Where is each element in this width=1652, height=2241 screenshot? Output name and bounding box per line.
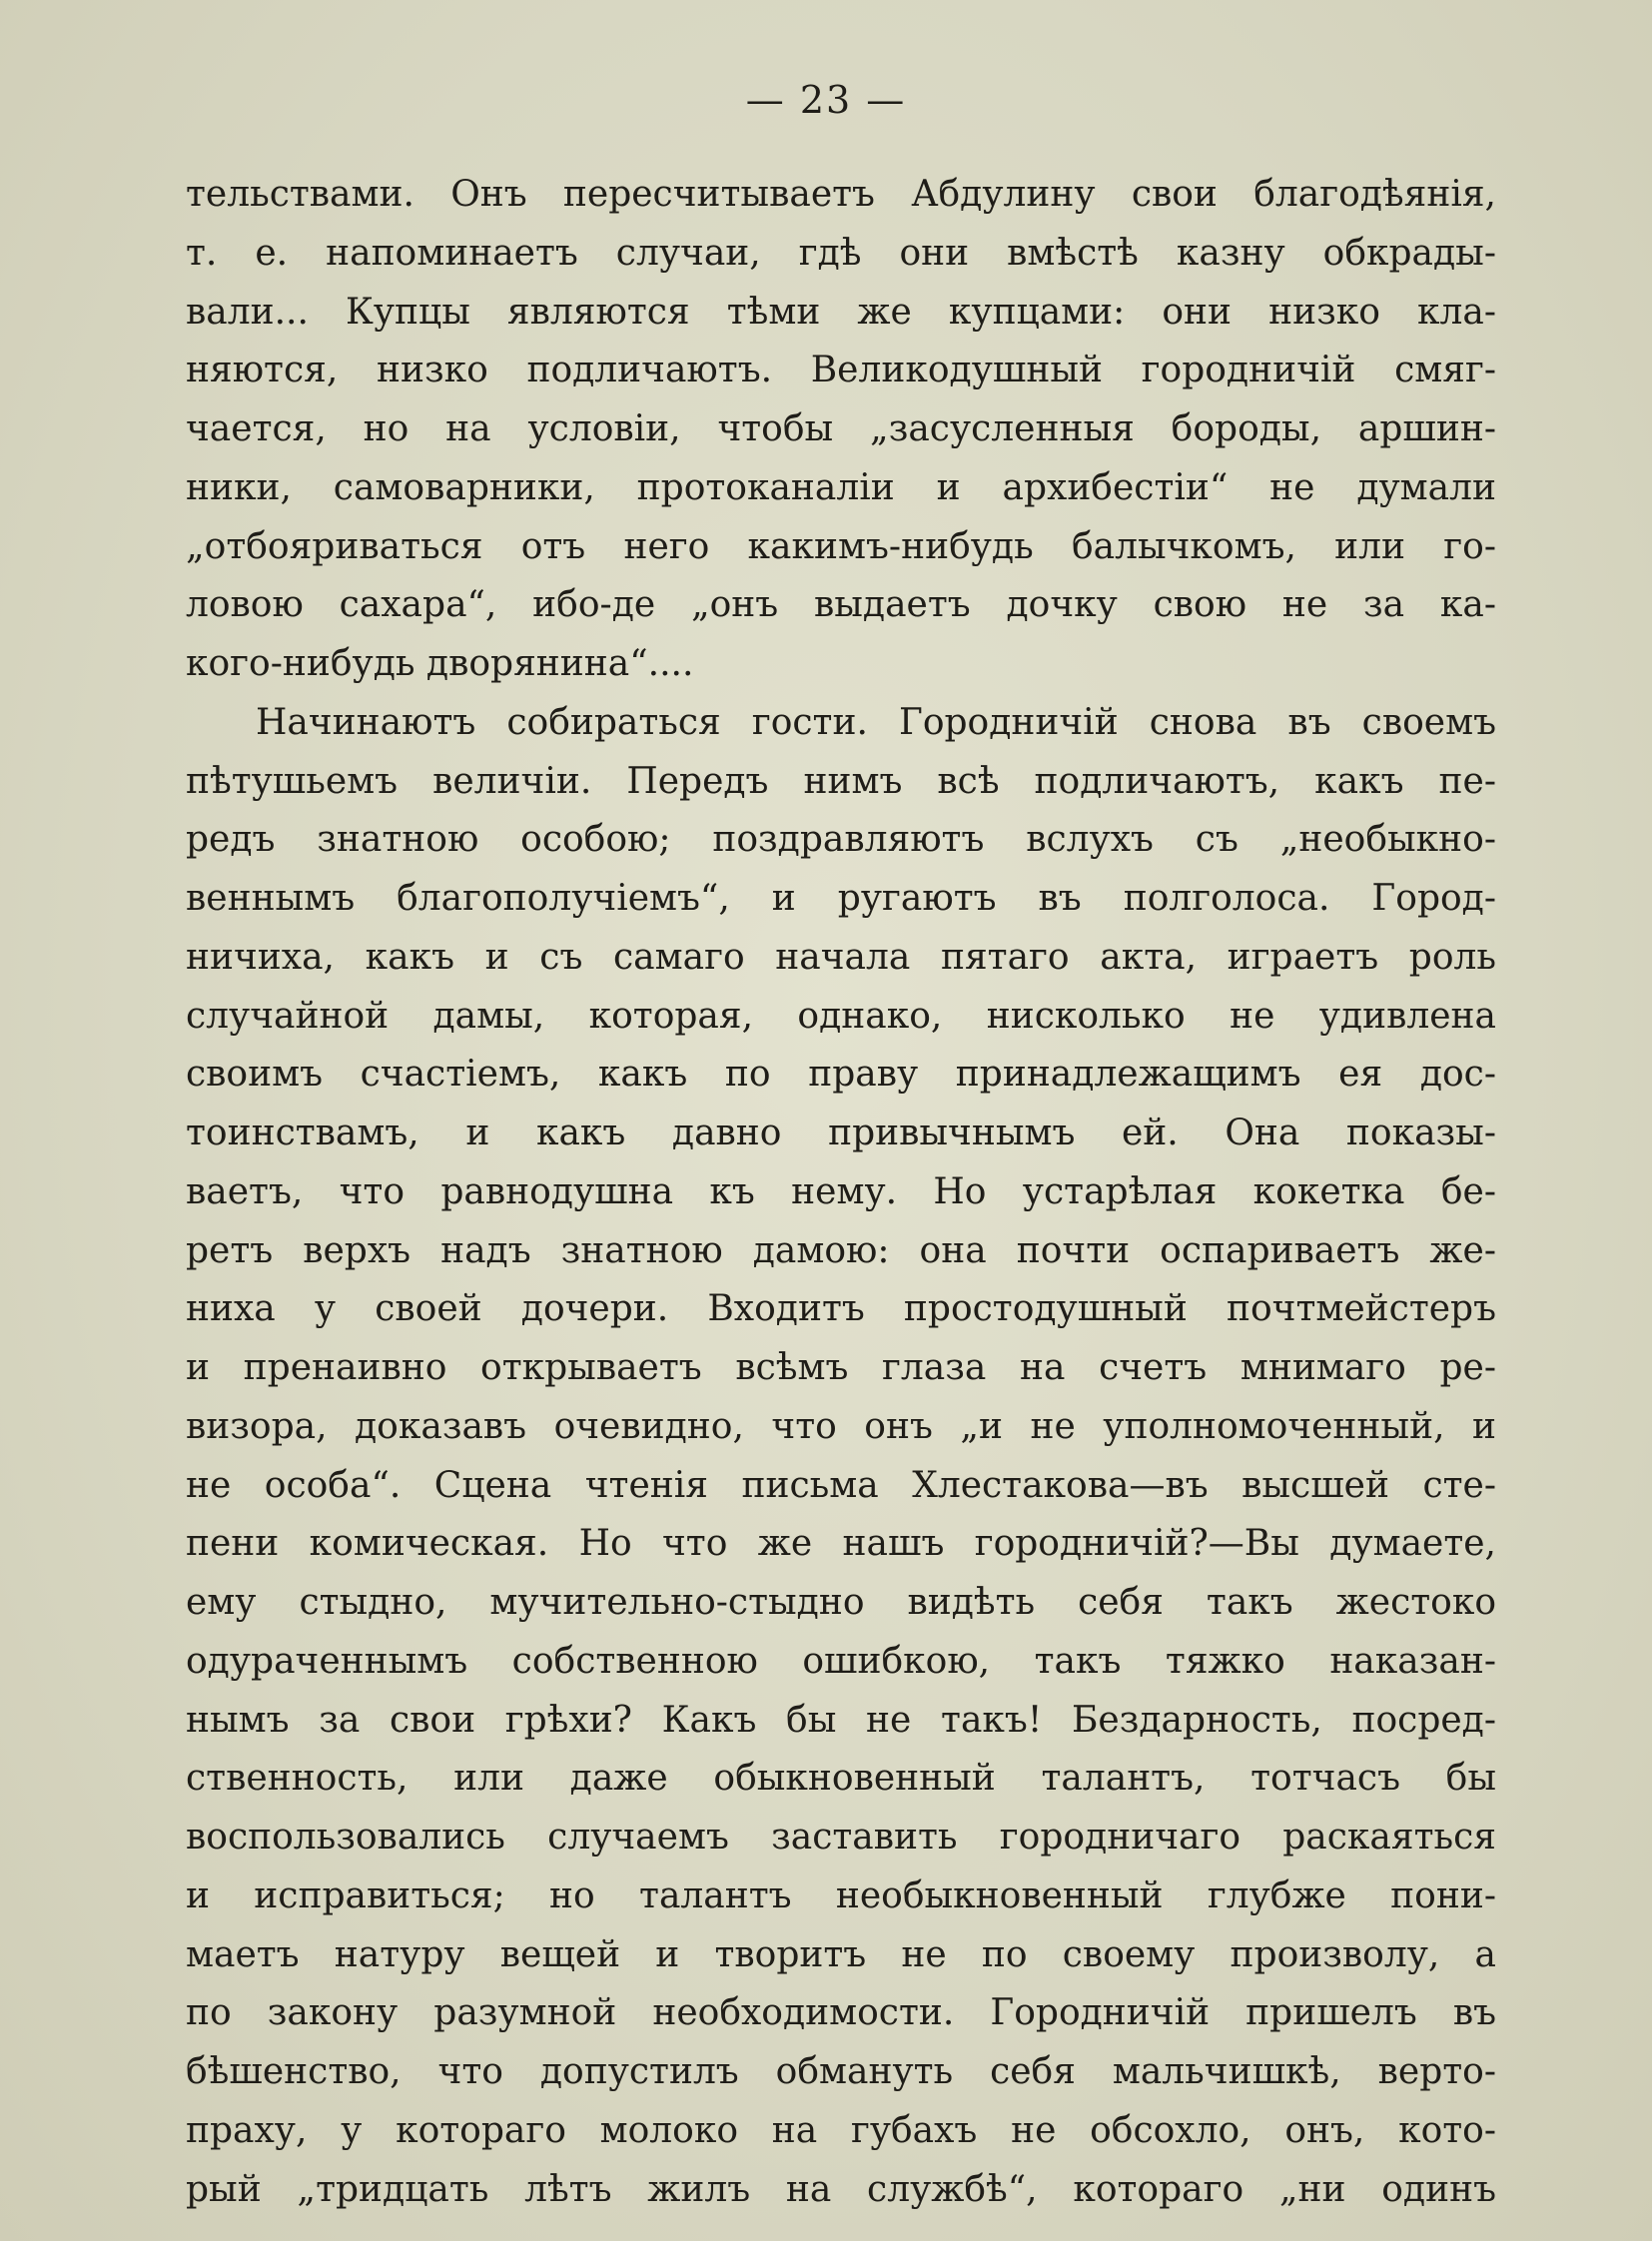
text-line: праху, у котораго молоко на губахъ не обсохло, онъ, кото- bbox=[186, 2109, 1496, 2151]
text-line: ловою сахара“, ибо-де „онъ выдаетъ дочку свою не за ка- bbox=[186, 584, 1496, 626]
text-line: т. е. напоминаетъ случаи, гдѣ они вмѣстѣ казну обкрады- bbox=[186, 232, 1496, 274]
body-text bbox=[186, 166, 1496, 2219]
text-line: ниха у своей дочери. Входитъ простодушный почтмейстеръ bbox=[186, 1288, 1496, 1330]
text-line: редъ знатною особою; поздравляютъ вслухъ съ „необыкно- bbox=[186, 819, 1496, 861]
text-line: ему стыдно, мучительно-стыдно видѣть себя такъ жестоко bbox=[186, 1582, 1496, 1623]
text-line: одураченнымъ собственною ошибкою, такъ тяжко наказан- bbox=[186, 1640, 1496, 1682]
text-line: чается, но на условіи, чтобы „засусленныя бороды, аршин- bbox=[186, 408, 1496, 449]
text-line: ственность, или даже обыкновенный талантъ, тотчасъ бы bbox=[186, 1758, 1496, 1800]
text-line: и исправиться; но талантъ необыкновенный глубже пони- bbox=[186, 1874, 1496, 1916]
text-line: кого-нибудь дворянина“.... bbox=[186, 643, 694, 684]
text-line: тельствами. Онъ пересчитываетъ Абдулину свои благодѣянія, bbox=[186, 174, 1496, 215]
text-line: пѣтушьемъ величіи. Передъ нимъ всѣ подличаютъ, какъ пе- bbox=[186, 760, 1496, 802]
text-line: тоинствамъ, и какъ давно привычнымъ ей. Она показы- bbox=[186, 1113, 1496, 1153]
text-line: ваетъ, что равнодушна къ нему. Но устарѣлая кокетка бе- bbox=[186, 1170, 1496, 1212]
text-line: нымъ за свои грѣхи? Какъ бы не такъ! Бездарность, посред- bbox=[186, 1699, 1496, 1741]
text-line: ники, самоварники, протоканаліи и архибестіи“ не думали bbox=[186, 466, 1496, 508]
text-line: не особа“. Сцена чтенія письма Хлестакова—въ высшей сте- bbox=[186, 1464, 1496, 1506]
text-line: бѣшенство, что допустилъ обмануть себя мальчишкѣ, верто- bbox=[186, 2051, 1496, 2092]
text-line: ничиха, какъ и съ самаго начала пятаго акта, играетъ роль bbox=[186, 936, 1496, 978]
text-line: Начинаютъ собираться гости. Городничій снова въ своемъ bbox=[256, 701, 1496, 743]
page-number: — 23 — bbox=[745, 78, 907, 122]
text-line: и пренаивно открываетъ всѣмъ глаза на счетъ мнимаго ре- bbox=[186, 1347, 1496, 1388]
text-line: визора, доказавъ очевидно, что онъ „и не уполномоченный, и bbox=[186, 1405, 1496, 1447]
text-line: няются, низко подличаютъ. Великодушный городничій смяг- bbox=[186, 350, 1496, 391]
text-line: рый „тридцать лѣтъ жилъ на службѣ“, котораго „ни одинъ bbox=[186, 2168, 1496, 2210]
text-line: пени комическая. Но что же нашъ городничій?—Вы думаете, bbox=[186, 1523, 1496, 1565]
text-line: воспользовались случаемъ заставить городничаго раскаяться bbox=[186, 1817, 1496, 1858]
text-line: по закону разумной необходимости. Городничій пришелъ въ bbox=[186, 1992, 1496, 2034]
text-line: маетъ натуру вещей и творитъ не по своему произволу, а bbox=[186, 1933, 1496, 1975]
text-line: случайной дамы, которая, однако, нисколько не удивлена bbox=[186, 995, 1496, 1037]
text-line: „отбояриваться отъ него какимъ-нибудь балычкомъ, или го- bbox=[186, 525, 1496, 567]
text-line: ретъ верхъ надъ знатною дамою: она почти оспариваетъ же- bbox=[186, 1229, 1496, 1271]
text-line: веннымъ благополучіемъ“, и ругаютъ въ полголоса. Город- bbox=[186, 878, 1496, 919]
text-line: вали... Купцы являются тѣми же купцами: они низко кла- bbox=[186, 291, 1496, 333]
text-line: своимъ счастіемъ, какъ по праву принадлежащимъ ея дос- bbox=[186, 1054, 1496, 1096]
